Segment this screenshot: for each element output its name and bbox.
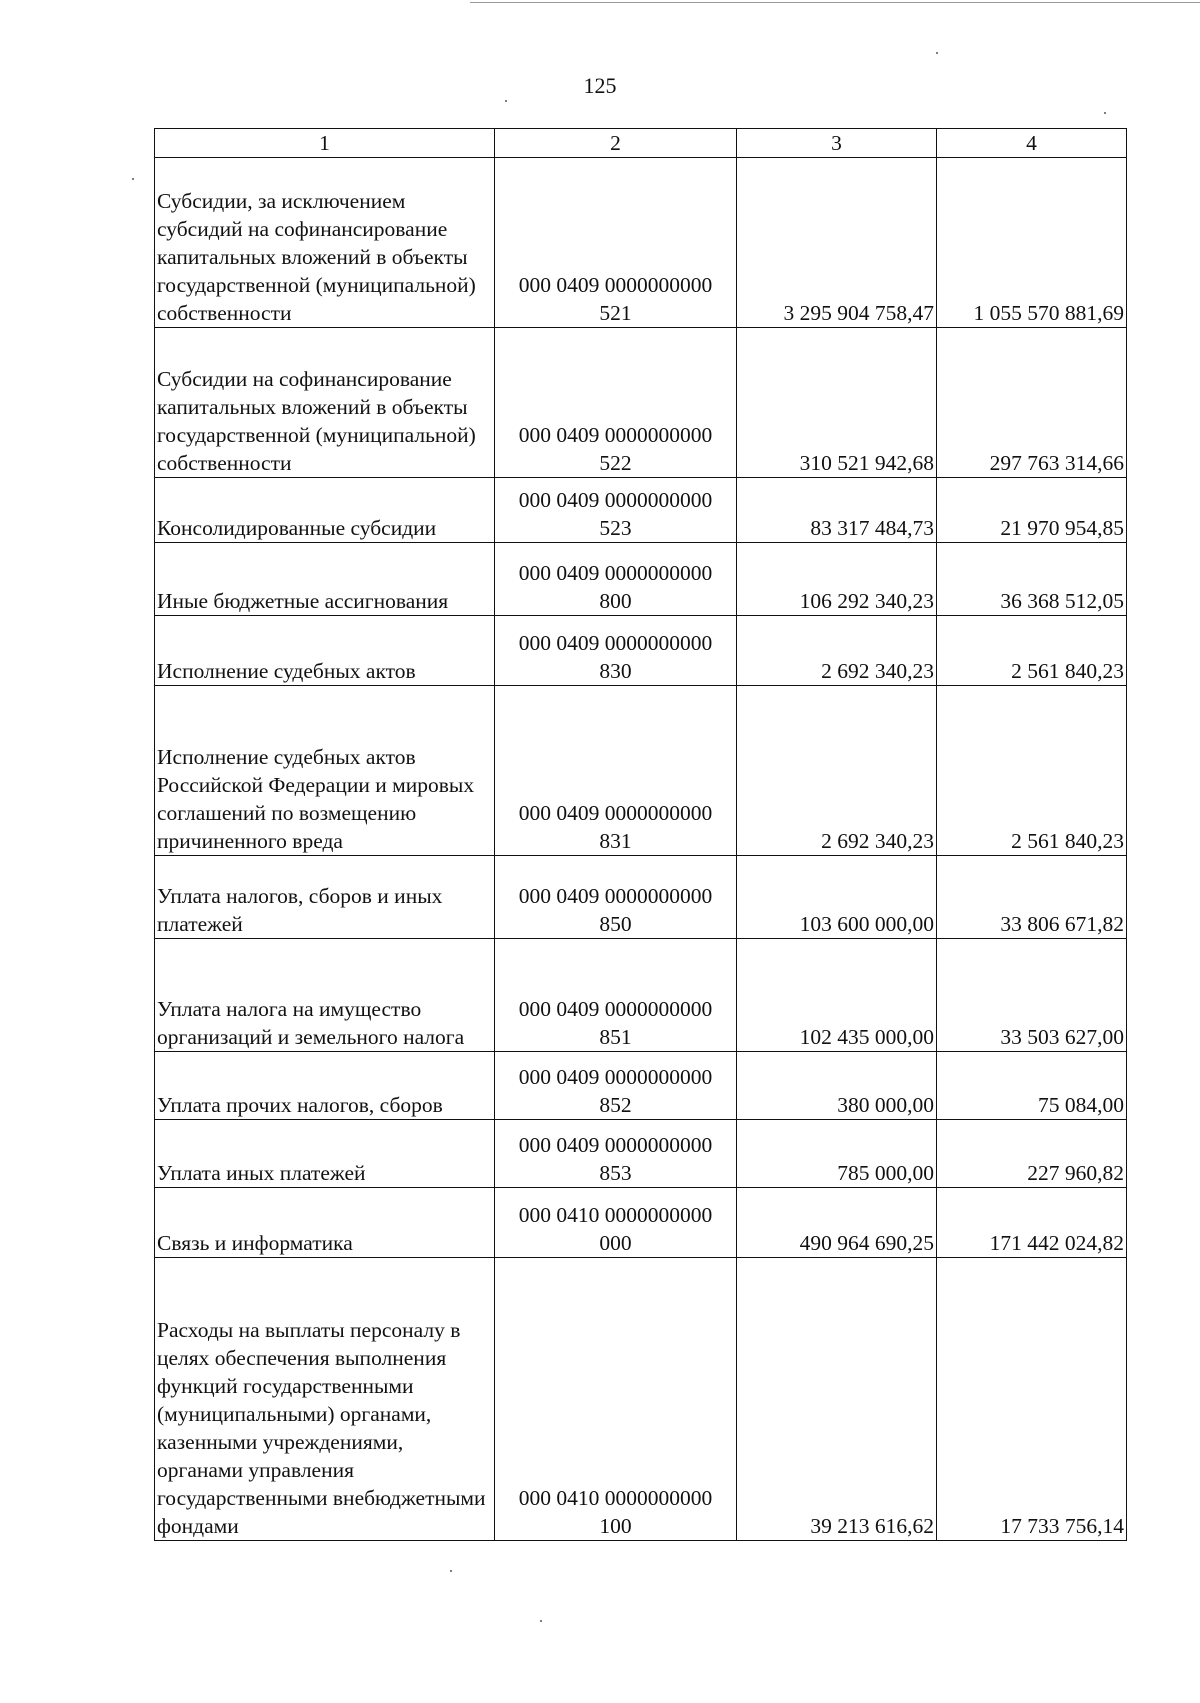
row-code-line-2: 853 xyxy=(599,1161,632,1185)
row-code-cell xyxy=(495,686,737,856)
row-code-line-1: 000 0409 0000000000 xyxy=(518,1133,713,1157)
header-col-1: 1 xyxy=(155,129,495,158)
table-row xyxy=(155,478,1127,543)
scan-speck xyxy=(132,178,134,180)
row-name-cell: Уплата налога на имущество организаций и земельного налога xyxy=(155,939,495,1052)
row-code-line-2: 850 xyxy=(599,912,632,936)
table-header-row xyxy=(155,129,1127,158)
scan-speck xyxy=(936,52,938,54)
row-code-line-2: 830 xyxy=(599,659,632,683)
row-name-cell: Субсидии, за исключением субсидий на софинансирование капитальных вложений в объекты государственной (муниципальной) собственности xyxy=(155,158,495,328)
row-code-line-2: 522 xyxy=(599,451,632,475)
row-name-cell: Субсидии на софинансирование капитальных вложений в объекты государственной (муниципальной) собственности xyxy=(155,328,495,478)
row-code-line-2: 800 xyxy=(599,589,632,613)
row-value-col-4: 33 503 627,00 xyxy=(937,939,1127,1052)
row-code-line-1: 000 0409 0000000000 xyxy=(518,631,713,655)
row-value-col-3: 39 213 616,62 xyxy=(737,1258,937,1541)
row-value-col-4: 1 055 570 881,69 xyxy=(937,158,1127,328)
row-value-col-3: 310 521 942,68 xyxy=(737,328,937,478)
table-row xyxy=(155,1052,1127,1120)
row-value-col-4: 171 442 024,82 xyxy=(937,1188,1127,1258)
row-code-line-1: 000 0410 0000000000 xyxy=(518,1203,713,1227)
table-row xyxy=(155,939,1127,1052)
table-row xyxy=(155,543,1127,616)
table-row xyxy=(155,616,1127,686)
row-code-cell xyxy=(495,1052,737,1120)
scan-speck xyxy=(450,1570,452,1572)
row-code-line-1: 000 0410 0000000000 xyxy=(518,1486,713,1510)
row-code-cell xyxy=(495,939,737,1052)
row-value-col-4: 2 561 840,23 xyxy=(937,686,1127,856)
row-code-cell xyxy=(495,543,737,616)
row-code-cell xyxy=(495,158,737,328)
row-name-cell: Уплата налогов, сборов и иных платежей xyxy=(155,856,495,939)
row-code-cell xyxy=(495,1258,737,1541)
row-value-col-3: 106 292 340,23 xyxy=(737,543,937,616)
row-code-cell xyxy=(495,1188,737,1258)
row-code-cell xyxy=(495,328,737,478)
row-code-line-2: 831 xyxy=(599,829,632,853)
header-col-4: 4 xyxy=(937,129,1127,158)
scan-edge-line xyxy=(470,2,1200,3)
row-code-line-1: 000 0409 0000000000 xyxy=(518,273,713,297)
row-code-cell xyxy=(495,856,737,939)
row-value-col-3: 103 600 000,00 xyxy=(737,856,937,939)
row-code-line-2: 523 xyxy=(599,516,632,540)
row-value-col-3: 83 317 484,73 xyxy=(737,478,937,543)
row-name-cell: Уплата прочих налогов, сборов xyxy=(155,1052,495,1120)
header-col-2: 2 xyxy=(495,129,737,158)
row-name-cell: Исполнение судебных актов Российской Федерации и мировых соглашений по возмещению причиненного вреда xyxy=(155,686,495,856)
row-code-line-1: 000 0409 0000000000 xyxy=(518,423,713,447)
table-row xyxy=(155,328,1127,478)
row-value-col-4: 17 733 756,14 xyxy=(937,1258,1127,1541)
row-code-line-1: 000 0409 0000000000 xyxy=(518,1065,713,1089)
row-value-col-4: 75 084,00 xyxy=(937,1052,1127,1120)
table-row xyxy=(155,686,1127,856)
row-value-col-3: 3 295 904 758,47 xyxy=(737,158,937,328)
header-col-3: 3 xyxy=(737,129,937,158)
row-name-cell: Расходы на выплаты персоналу в целях обеспечения выполнения функций государственными (муниципальными) органами, казенными учреждениями, органами управления государственными внебюджетными фондами xyxy=(155,1258,495,1541)
row-code-line-2: 851 xyxy=(599,1025,632,1049)
row-name-cell: Исполнение судебных актов xyxy=(155,616,495,686)
row-code-line-1: 000 0409 0000000000 xyxy=(518,997,713,1021)
row-code-line-2: 000 xyxy=(599,1231,632,1255)
row-value-col-4: 36 368 512,05 xyxy=(937,543,1127,616)
scan-speck xyxy=(540,1620,542,1622)
row-code-line-1: 000 0409 0000000000 xyxy=(518,561,713,585)
table-row xyxy=(155,158,1127,328)
table-body xyxy=(155,158,1127,1541)
row-value-col-3: 380 000,00 xyxy=(737,1052,937,1120)
row-value-col-3: 102 435 000,00 xyxy=(737,939,937,1052)
table-row xyxy=(155,856,1127,939)
row-code-line-2: 100 xyxy=(599,1514,632,1538)
row-name-cell: Иные бюджетные ассигнования xyxy=(155,543,495,616)
row-value-col-4: 2 561 840,23 xyxy=(937,616,1127,686)
table-row xyxy=(155,1258,1127,1541)
scan-speck xyxy=(1104,112,1106,114)
row-code-cell xyxy=(495,1120,737,1188)
row-code-line-2: 521 xyxy=(599,301,632,325)
row-value-col-3: 2 692 340,23 xyxy=(737,686,937,856)
row-value-col-4: 297 763 314,66 xyxy=(937,328,1127,478)
row-name-cell: Уплата иных платежей xyxy=(155,1120,495,1188)
row-code-line-2: 852 xyxy=(599,1093,632,1117)
row-value-col-4: 33 806 671,82 xyxy=(937,856,1127,939)
row-value-col-4: 227 960,82 xyxy=(937,1120,1127,1188)
table-row xyxy=(155,1120,1127,1188)
row-code-line-1: 000 0409 0000000000 xyxy=(518,801,713,825)
row-code-cell xyxy=(495,616,737,686)
row-name-cell: Консолидированные субсидии xyxy=(155,478,495,543)
page-number: 125 xyxy=(583,73,617,98)
row-value-col-4: 21 970 954,85 xyxy=(937,478,1127,543)
row-code-line-1: 000 0409 0000000000 xyxy=(518,884,713,908)
row-value-col-3: 490 964 690,25 xyxy=(737,1188,937,1258)
row-value-col-3: 2 692 340,23 xyxy=(737,616,937,686)
row-code-line-1: 000 0409 0000000000 xyxy=(518,488,713,512)
scan-speck xyxy=(505,100,507,102)
row-name-cell: Связь и информатика xyxy=(155,1188,495,1258)
table-row xyxy=(155,1188,1127,1258)
budget-table xyxy=(154,128,1127,1541)
row-value-col-3: 785 000,00 xyxy=(737,1120,937,1188)
row-code-cell xyxy=(495,478,737,543)
